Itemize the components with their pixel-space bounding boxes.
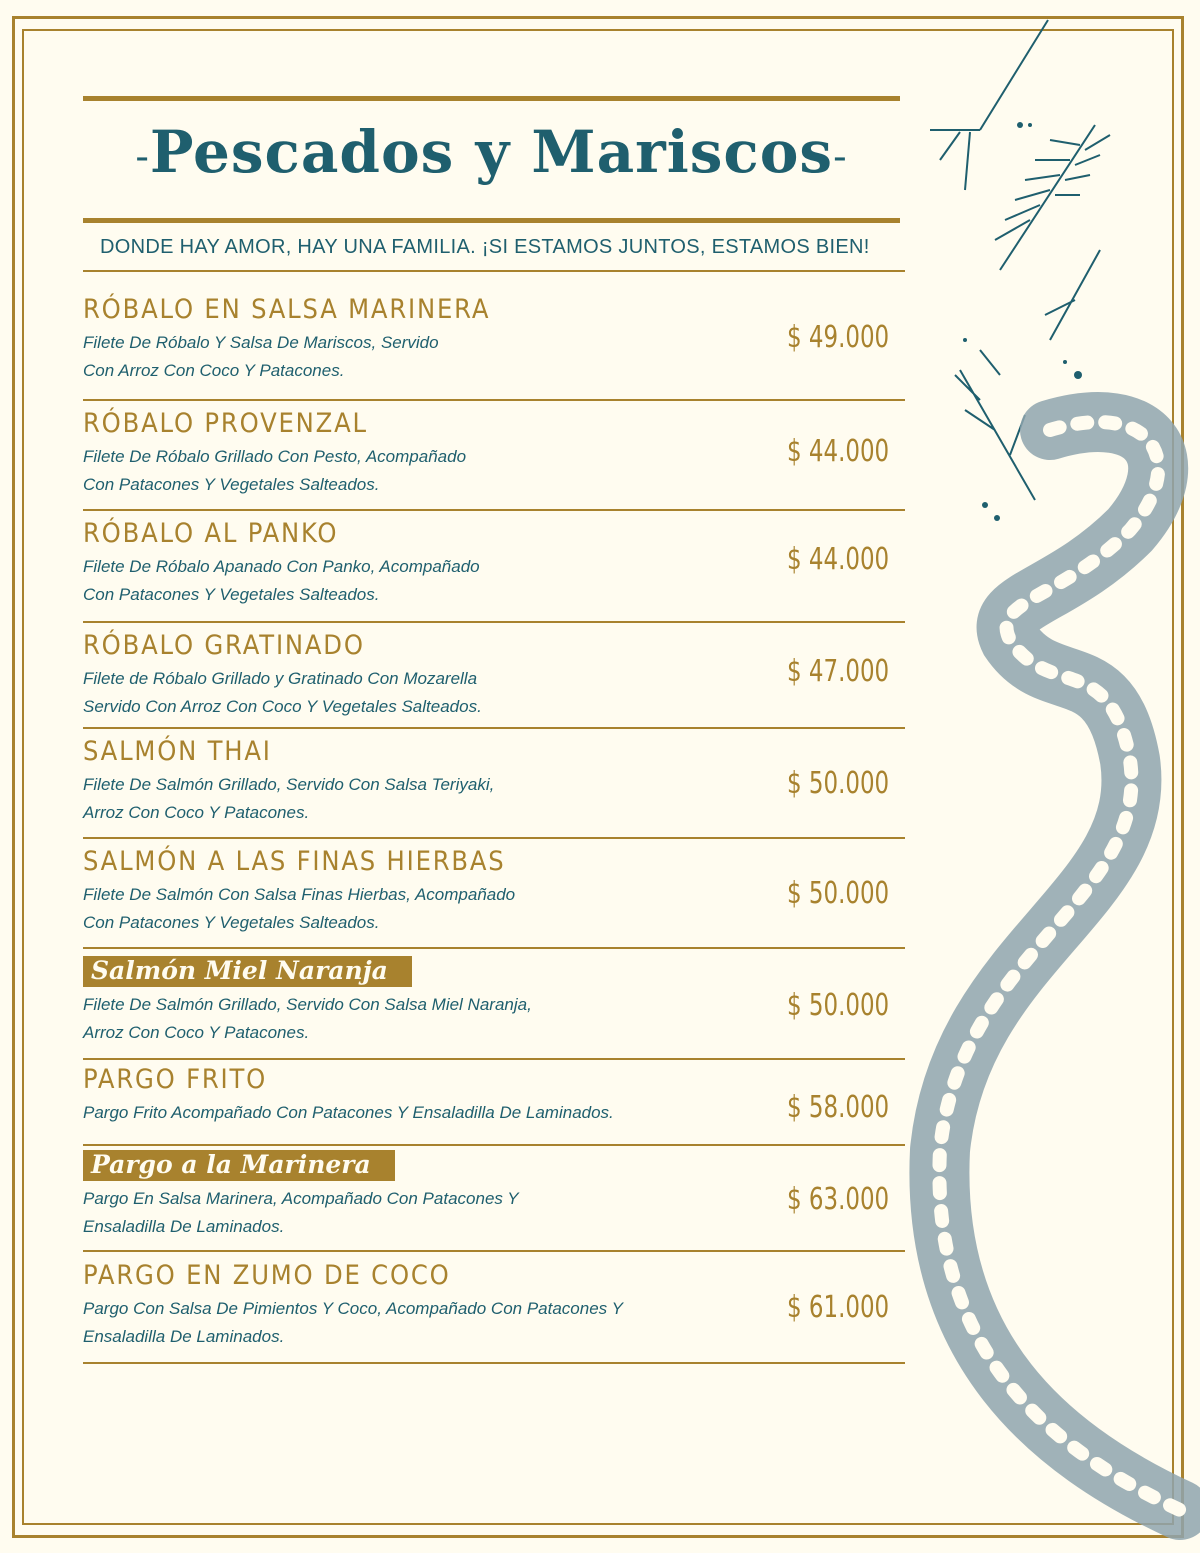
item-price: $ 63.000 (786, 1182, 889, 1217)
item-description (83, 443, 905, 498)
item-name (83, 956, 905, 987)
divider (83, 1362, 905, 1364)
divider (83, 1144, 905, 1146)
menu-item (83, 736, 905, 826)
item-price: $ 50.000 (786, 988, 889, 1023)
description-line: Filete De Salmón Grillado, Servido Con Salsa Miel Naranja, (83, 995, 532, 1014)
item-name: PARGO FRITO (83, 1064, 268, 1095)
menu-item (83, 630, 905, 720)
tagline: DONDE HAY AMOR, HAY UNA FAMILIA. ¡SI ESTAMOS JUNTOS, ESTAMOS BIEN! (100, 236, 870, 258)
description-line: Ensaladilla De Laminados. (83, 1326, 285, 1346)
item-name: RÓBALO PROVENZAL (83, 408, 368, 439)
item-name-badge: Pargo a la Marinera (83, 1150, 395, 1181)
item-name: RÓBALO GRATINADO (83, 630, 365, 661)
menu-item (83, 956, 905, 1046)
item-description (83, 553, 905, 608)
item-description (83, 1185, 905, 1240)
header-top-rule (83, 96, 900, 101)
description-line: Con Patacones Y Vegetales Salteados. (83, 474, 380, 494)
description-line: Ensaladilla De Laminados. (83, 1216, 285, 1236)
header-bottom-rule (83, 218, 900, 223)
description-line: Pargo Con Salsa De Pimientos Y Coco, Acompañado Con Patacones Y (83, 1299, 623, 1318)
item-description (83, 771, 905, 826)
item-description (83, 991, 905, 1046)
item-name: SALMÓN THAI (83, 736, 272, 767)
item-price: $ 44.000 (786, 542, 889, 577)
description-line: Pargo Frito Acompañado Con Patacones Y Ensaladilla De Laminados. (83, 1103, 614, 1122)
item-description (83, 881, 905, 936)
menu-item (83, 1064, 905, 1127)
description-line: Con Patacones Y Vegetales Salteados. (83, 584, 380, 604)
item-name-badge: Salmón Miel Naranja (83, 956, 412, 987)
item-description (83, 1295, 905, 1350)
menu-item (83, 1260, 905, 1350)
description-line: Con Patacones Y Vegetales Salteados. (83, 912, 380, 932)
item-name: RÓBALO EN SALSA MARINERA (83, 294, 491, 325)
menu-item (83, 294, 905, 384)
octopus-tentacle-illustration (900, 0, 1200, 1553)
item-name: RÓBALO AL PANKO (83, 518, 339, 549)
divider (83, 509, 905, 511)
description-line: Filete De Salmón Grillado, Servido Con Salsa Teriyaki, (83, 775, 495, 794)
page-title (83, 118, 900, 186)
item-description (83, 1099, 905, 1127)
item-price: $ 58.000 (786, 1090, 889, 1125)
item-price: $ 50.000 (786, 766, 889, 801)
description-line: Filete De Salmón Con Salsa Finas Hierbas, Acompañado (83, 885, 516, 904)
divider (83, 621, 905, 623)
divider (83, 947, 905, 949)
item-price: $ 47.000 (786, 654, 889, 689)
divider (83, 1058, 905, 1060)
divider (83, 1250, 905, 1252)
divider (83, 270, 905, 272)
description-line: Con Arroz Con Coco Y Patacones. (83, 360, 345, 380)
item-price: $ 49.000 (786, 320, 889, 355)
description-line: Arroz Con Coco Y Patacones. (83, 1022, 310, 1042)
item-description (83, 329, 905, 384)
item-price: $ 44.000 (786, 434, 889, 469)
menu-item (83, 518, 905, 608)
description-line: Filete de Róbalo Grillado y Gratinado Con Mozarella (83, 669, 478, 688)
description-line: Arroz Con Coco Y Patacones. (83, 802, 310, 822)
menu-item (83, 408, 905, 498)
item-name: SALMÓN A LAS FINAS HIERBAS (83, 846, 506, 877)
item-description (83, 665, 905, 720)
item-name: PARGO EN ZUMO DE COCO (83, 1260, 451, 1291)
description-line: Filete De Róbalo Y Salsa De Mariscos, Servido (83, 333, 439, 352)
description-line: Filete De Róbalo Apanado Con Panko, Acompañado (83, 557, 480, 576)
description-line: Servido Con Arroz Con Coco Y Vegetales Salteados. (83, 696, 482, 716)
title-dash-left: - (135, 134, 150, 180)
divider (83, 399, 905, 401)
divider (83, 837, 905, 839)
item-name (83, 1150, 905, 1181)
title-dash-right: - (833, 134, 848, 180)
item-price: $ 50.000 (786, 876, 889, 911)
title-text: Pescados y Mariscos (149, 118, 834, 186)
description-line: Filete De Róbalo Grillado Con Pesto, Acompañado (83, 447, 467, 466)
divider (83, 727, 905, 729)
menu-item (83, 1150, 905, 1240)
menu-item (83, 846, 905, 936)
description-line: Pargo En Salsa Marinera, Acompañado Con Patacones Y (83, 1189, 519, 1208)
item-price: $ 61.000 (786, 1290, 889, 1325)
